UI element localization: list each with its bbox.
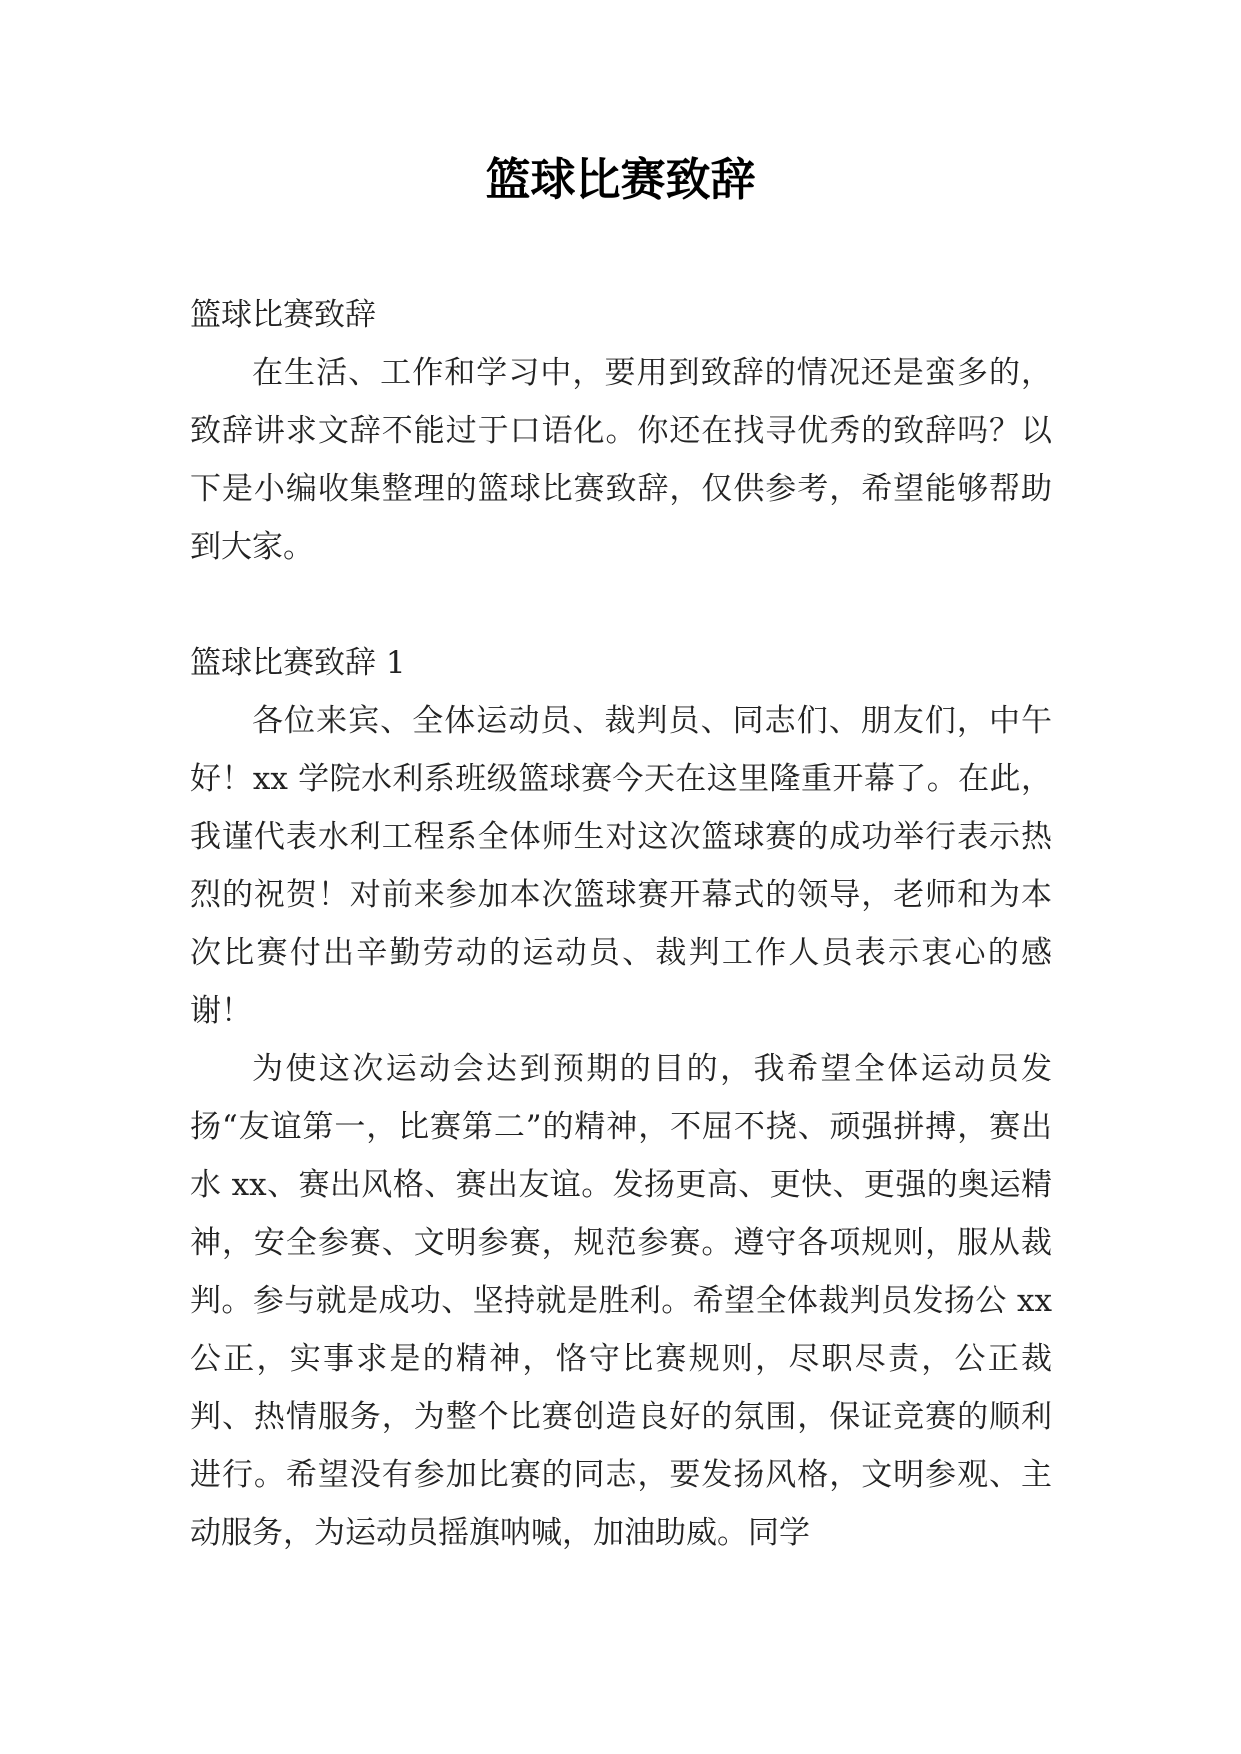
document-body bbox=[190, 286, 1052, 1562]
body-paragraph: 各位来宾、全体运动员、裁判员、同志们、朋友们，中午好！xx 学院水利系班级篮球赛今天在这里隆重开幕了。在此，我谨代表水利工程系全体师生对这次篮球赛的成功举行表示热烈的祝贺！对前来参加本次篮球赛开幕式的领导，老师和为本次比赛付出辛勤劳动的运动员、裁判工作人员表示衷心的感谢！ bbox=[190, 703, 1052, 1029]
intro-heading: 篮球比赛致辞 bbox=[190, 297, 376, 333]
intro-paragraph: 在生活、工作和学习中，要用到致辞的情况还是蛮多的，致辞讲求文辞不能过于口语化。你还在找寻优秀的致辞吗？以下是小编收集整理的篮球比赛致辞，仅供参考，希望能够帮助到大家。 bbox=[190, 355, 1052, 565]
section-heading: 篮球比赛致辞 1 bbox=[190, 645, 406, 681]
body-paragraph: 为使这次运动会达到预期的目的，我希望全体运动员发扬“友谊第一，比赛第二”的精神，不屈不挠、顽强拼搏，赛出水 xx、赛出风格、赛出友谊。发扬更高、更快、更强的奥运精神，安全参赛、文明参赛，规范参赛。遵守各项规则，服从裁判。参与就是成功、坚持就是胜利。希望全体裁判员发扬公 xx 公正，实事求是的精神，恪守比赛规则，尽职尽责，公正裁判、热情服务，为整个比赛创造良好的氛围，保证竞赛的顺利进行。希望没有参加比赛的同志，要发扬风格，文明参观、主动服务，为运动员摇旗呐喊，加油助威。同学 bbox=[190, 1051, 1052, 1551]
document-title: 篮球比赛致辞 bbox=[485, 153, 756, 206]
section-spacer bbox=[190, 576, 1052, 634]
